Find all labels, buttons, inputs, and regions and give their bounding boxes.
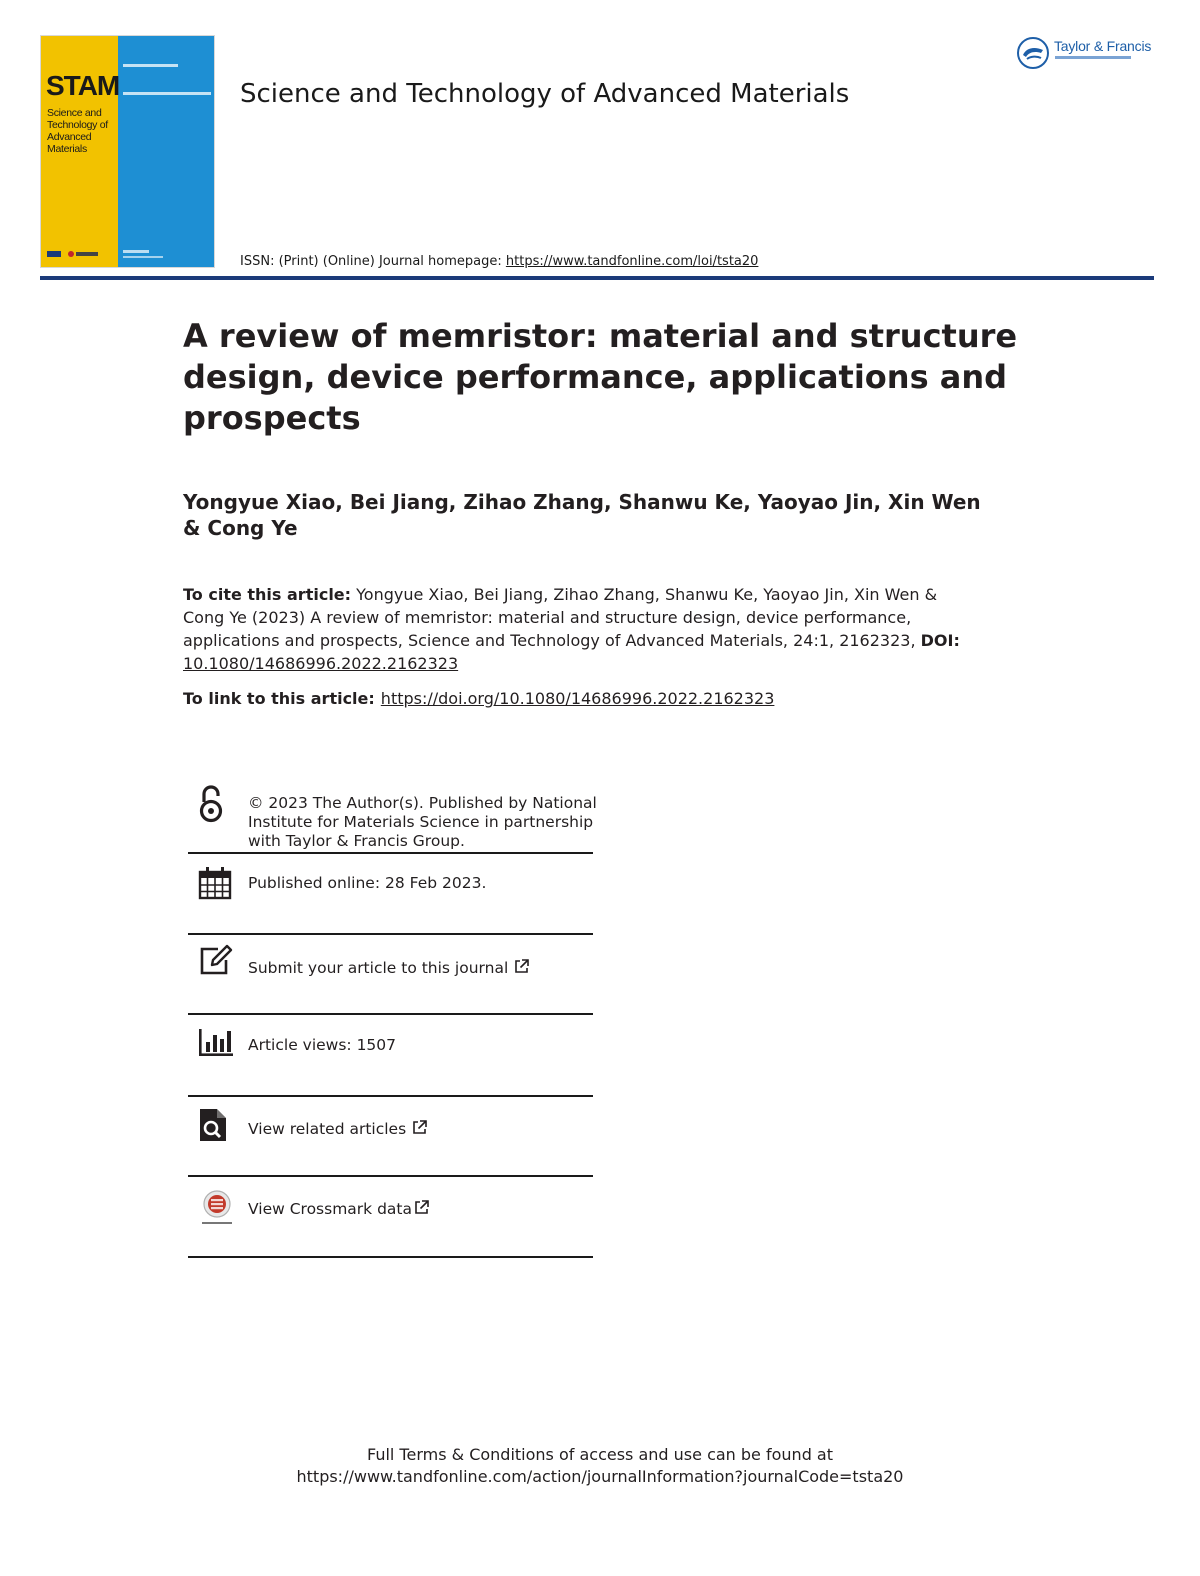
issn-text: ISSN: (Print) (Online) Journal homepage: <box>240 254 506 269</box>
cover-journal-name: Science and Technology of Advanced Materials <box>47 107 108 155</box>
related-row[interactable] <box>188 1097 593 1177</box>
article-title: A review of memristor: material and structure design, device performance, applications and prospects <box>183 317 1018 437</box>
journal-title: Science and Technology of Advanced Materials <box>240 79 850 109</box>
cover-decoration <box>123 250 149 253</box>
issn-line <box>240 254 758 269</box>
submit-article-label: Submit your article to this journal <box>248 959 509 977</box>
license-line: Institute for Materials Science in partnership <box>248 813 594 831</box>
citation-text: Yongyue Xiao, Bei Jiang, Zihao Zhang, Shanwu Ke, Yaoyao Jin, Xin Wen & Cong Ye (2023) A review of memristor: material and structure design, device performance, applications and prospects, Science and Technology of Advanced Materials, 24:1, 2162323, <box>183 585 938 650</box>
crossmark-link[interactable] <box>248 1200 429 1219</box>
license-line: © 2023 The Author(s). Published by National <box>248 794 597 812</box>
views-row <box>188 1015 593 1097</box>
open-access-icon <box>198 784 224 824</box>
cover-acronym: STAM <box>46 70 120 101</box>
article-views-text: Article views: 1507 <box>248 1036 397 1054</box>
cover-publisher-logos-icon <box>47 250 107 258</box>
doi-link[interactable]: 10.1080/14686996.2022.2162323 <box>183 654 459 673</box>
crossmark-icon <box>198 1189 236 1227</box>
license-row <box>188 778 597 854</box>
crossmark-label: View Crossmark data <box>248 1200 412 1218</box>
taylor-francis-logo-icon <box>1016 36 1050 70</box>
article-authors: Yongyue Xiao, Bei Jiang, Zihao Zhang, Shanwu Ke, Yaoyao Jin, Xin Wen & Cong Ye <box>183 490 981 540</box>
related-articles-label: View related articles <box>248 1120 407 1138</box>
bar-chart-icon <box>198 1027 234 1057</box>
publisher-logo <box>1016 36 1156 70</box>
related-articles-link[interactable] <box>248 1120 427 1139</box>
cover-blue-panel <box>118 36 214 267</box>
footer-terms-text: Full Terms & Conditions of access and use can be found at <box>366 1445 834 1464</box>
cover-decoration <box>123 64 178 67</box>
header-divider <box>40 276 1154 280</box>
license-line: with Taylor & Francis Group. <box>248 832 465 850</box>
publisher-logo-name: Taylor & Francis <box>1054 38 1152 54</box>
journal-homepage-link[interactable]: https://www.tandfonline.com/loi/tsta20 <box>505 254 759 269</box>
article-doi-url-link[interactable]: https://doi.org/10.1080/14686996.2022.2162323 <box>380 689 775 708</box>
published-online-text: Published online: 28 Feb 2023. <box>248 874 487 892</box>
cover-decoration <box>123 256 163 258</box>
calendar-icon <box>198 866 232 900</box>
submit-article-link[interactable] <box>248 959 529 978</box>
license-text <box>248 794 597 851</box>
journal-cover-thumbnail <box>40 35 215 268</box>
publisher-logo-tagline <box>1055 56 1131 59</box>
article-link-line <box>183 689 774 708</box>
citation-label: To cite this article: <box>183 585 352 604</box>
external-link-icon <box>514 959 529 974</box>
doi-label: DOI: <box>920 631 960 650</box>
edit-article-icon <box>198 944 234 976</box>
external-link-icon <box>412 1120 427 1135</box>
published-row <box>188 852 593 935</box>
article-link-label: To link to this article: <box>183 689 375 708</box>
submit-row[interactable] <box>188 935 593 1015</box>
cover-decoration <box>123 92 211 95</box>
external-link-icon <box>414 1200 429 1215</box>
crossmark-row[interactable] <box>188 1177 593 1258</box>
citation-block <box>183 583 983 675</box>
footer-terms-url[interactable]: https://www.tandfonline.com/action/journalInformation?journalCode=tsta20 <box>296 1467 904 1486</box>
related-articles-search-icon <box>198 1107 230 1143</box>
footer-terms <box>0 1444 1200 1488</box>
